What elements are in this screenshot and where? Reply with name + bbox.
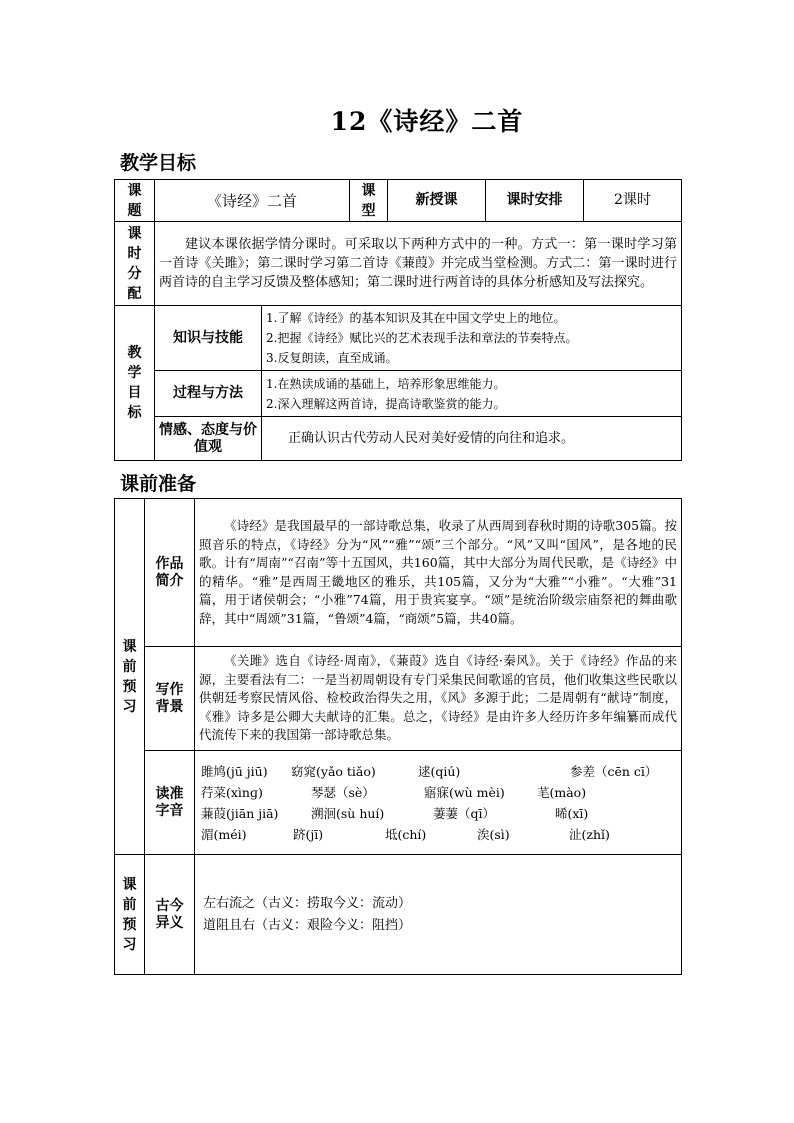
knowledge-item: 1.了解《诗经》的基本知识及其在中国文学史上的地位。 bbox=[266, 311, 566, 325]
pronunciation-item: 涘(sì) bbox=[477, 826, 510, 842]
process-item: 2.深入理解这两首诗，提高诗歌鉴赏的能力。 bbox=[266, 396, 506, 411]
pronunciation-item: 参差（cēn cī） bbox=[570, 763, 658, 779]
header-type: 课型 bbox=[350, 180, 388, 222]
preparation-table bbox=[114, 498, 682, 975]
pronunciation-item: 逑(qiú) bbox=[418, 763, 461, 779]
pronunciation-item: 雎鸠(jū jiū) bbox=[201, 763, 268, 779]
ancient-modern-item: 道阻且右（古义：艰险今义：阻挡） bbox=[203, 917, 412, 933]
ancient-modern-label: 古今异义 bbox=[145, 855, 195, 975]
process-label: 过程与方法 bbox=[155, 371, 262, 417]
pronunciation-item: 溯洄(sù huí) bbox=[311, 805, 385, 821]
ancient-modern-list bbox=[195, 855, 682, 975]
pronunciation-item: 跻(jī) bbox=[293, 826, 324, 842]
header-topic: 课题 bbox=[115, 180, 155, 222]
emotion-text: 正确认识古代劳动人民对美好爱情的向往和追求。 bbox=[262, 417, 682, 461]
pronunciation-row bbox=[195, 782, 681, 803]
pronunciation-item: 晞(xī) bbox=[555, 805, 589, 821]
pronunciation-item: 萋萋（qī） bbox=[433, 805, 495, 821]
type-value: 新授课 bbox=[388, 180, 486, 222]
process-items bbox=[262, 371, 682, 417]
pronunciation-row bbox=[195, 803, 681, 824]
page-title: 12《诗经》二首 bbox=[330, 107, 524, 136]
header-preview-2: 课前预习 bbox=[115, 855, 145, 975]
pronunciation-row bbox=[195, 761, 681, 782]
section-heading-objectives: 教学目标 bbox=[120, 152, 197, 174]
objectives-table bbox=[114, 179, 682, 461]
knowledge-item: 3.反复朗读，直至成诵。 bbox=[266, 351, 398, 365]
emotion-label: 情感、态度与价值观 bbox=[155, 417, 262, 461]
knowledge-items bbox=[262, 306, 682, 371]
pronunciation-item: 沚(zhǐ) bbox=[569, 826, 610, 842]
pronunciation-item: 湄(méi) bbox=[201, 826, 247, 842]
pronunciation-item: 蒹葭(jiān jiā) bbox=[201, 805, 279, 821]
intro-label: 作品简介 bbox=[145, 499, 195, 647]
pronunciation-item: 芼(mào) bbox=[537, 784, 587, 800]
pronunciation-list bbox=[195, 751, 682, 855]
pronunciation-label: 读准字音 bbox=[145, 751, 195, 855]
background-label: 写作背景 bbox=[145, 647, 195, 751]
pronunciation-item: 琴瑟（sè） bbox=[311, 784, 375, 800]
header-preview: 课前预习 bbox=[115, 499, 145, 855]
intro-text: 《诗经》是我国最早的一部诗歌总集，收录了从西周到春秋时期的诗歌305篇。按照音乐的特点，《诗经》分为“风”“雅”“颂”三个部分。“风”又叫“国风”，是各地的民歌。计有“周南”“召南”等十五国风，共160篇，其中大部分为周代民歌，是《诗经》中的精华。“雅”是西周王畿地区的雅乐，共105篇，又分为“大雅”“小雅”。“大雅”31篇，用于诸侯朝会；“小雅”74篇，用于贵宾宴享。“颂”是统治阶级宗庙祭祀的舞曲歌辞，其中“周颂”31篇，“鲁颂”4篇，“商颂”5篇，共40篇。 bbox=[195, 499, 682, 647]
pronunciation-item: 坻(chí) bbox=[385, 826, 427, 842]
pronunciation-item: 荇菜(xìnɡ) bbox=[201, 784, 263, 800]
header-schedule: 课时安排 bbox=[486, 180, 584, 222]
ancient-modern-item: 左右流之（古义：捞取今义：流动） bbox=[203, 895, 412, 911]
process-item: 1.在熟读成诵的基础上，培养形象思维能力。 bbox=[266, 376, 506, 391]
allocation-text: 建议本课依据学情分课时。可采取以下两种方式中的一种。方式一：第一课时学习第一首诗《关雎》；第二课时学习第二首诗《蒹葭》并完成当堂检测。方式二：第一课时进行两首诗的自主学习反馈及整体感知；第二课时进行两首诗的具体分析感知及写法探究。 bbox=[155, 222, 682, 306]
pronunciation-item: 窈窕(yǎo tiǎo) bbox=[291, 763, 376, 779]
section-heading-preparation: 课前准备 bbox=[120, 473, 197, 495]
pronunciation-row bbox=[195, 824, 681, 845]
background-text: 《关雎》选自《诗经·周南》，《蒹葭》选自《诗经·秦风》。关于《诗经》作品的来源，主要看法有二：一是当初周朝设有专门采集民间歌谣的官员，他们收集这些民歌以供朝廷考察民情风俗、检校政治得失之用，《风》多源于此；二是周朝有“献诗”制度，《雅》诗多是公卿大夫献诗的汇集。总之，《诗经》是由许多人经历许多年编纂而成代代流传下来的我国第一部诗歌总集。 bbox=[195, 647, 682, 751]
topic-value: 《诗经》二首 bbox=[155, 180, 350, 222]
header-allocation: 课时分配 bbox=[115, 222, 155, 306]
knowledge-label: 知识与技能 bbox=[155, 306, 262, 371]
header-goals: 教学目标 bbox=[115, 306, 155, 461]
schedule-value: 2课时 bbox=[584, 180, 682, 222]
pronunciation-item: 寤寐(wù mèi) bbox=[424, 784, 505, 800]
knowledge-item: 2.把握《诗经》赋比兴的艺术表现手法和章法的节奏特点。 bbox=[266, 331, 578, 345]
